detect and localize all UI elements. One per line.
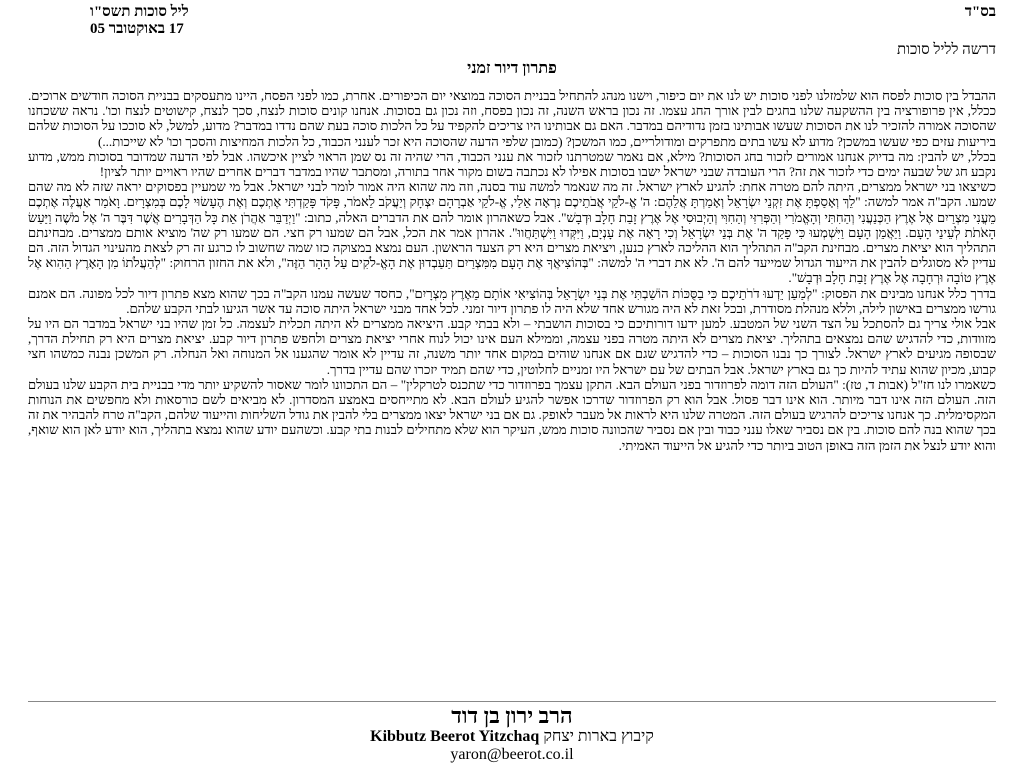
footer bbox=[28, 701, 996, 764]
author-name: הרב ירון בן דוד bbox=[451, 703, 573, 728]
kibbutz-english: Kibbutz Beerot Yitzchaq bbox=[370, 728, 540, 745]
gregorian-date: 17 באוקטובר 05 bbox=[90, 21, 184, 37]
hebrew-date: ליל סוכות תשס"ו bbox=[90, 4, 189, 20]
kibbutz-hebrew: קיבוץ בארות יצחק bbox=[543, 728, 654, 745]
date-block bbox=[90, 4, 189, 38]
paragraph: כשאמרו לנו חז"ל (אבות ד, טז): "העולם הזה דומה לפרוזדור בפני העולם הבא. התקן עצמך בפרוזדור כדי שתכנס לטרקלין" – הם התכוונו לומר שאסור להשקיע יותר מדי בבניית בית הקבע שלנו בעולם הזה. העולם הזה אינו דבר מיותר. הוא אינו דבר פסול. אבל הוא רק הפרוזדור שדרכו אפשר להגיע לעולם הבא. לא מתייחסים באמצע המסדרון. לא מביאים לשם כורסאות ולא מחפשים את הנוחות המקסימלית. כך אנחנו צריכים להרגיש בעולם הזה. המטרה שלנו היא לראות אל מעבר לאופק. גם אם בני ישראל יצאו ממצרים בלי להבין את גודל השליחות והייעוד שלהם, הקב"ה טרח להבהיר את זה בכך שהוא בנה להם סוכות. בין אם נסביר שאלו ענני כבוד ובין אם נסביר שהכוונה סוכות ממש, העיקר הוא שלא מתחילים לבנות בתי קבע. וכשהעם יודע שהוא נמצא בתהליך, הוא יודע לאן הוא שואף, והוא יודע לנצל את הזמן הזה באופן הטוב ביותר כדי להגיע אל הייעוד האמיתי. bbox=[28, 376, 996, 453]
subtitle: דרשה לליל סוכות bbox=[896, 42, 996, 58]
paragraph: כשיצאו בני ישראל ממצרים, היתה להם מטרה אחת: להגיע לארץ ישראל. זה מה שנאמר למשה עוד בסנה, וזה מה שהוא היה אמור לומר לבני ישראל. אבל מי שמעיין בפסוקים יראה שזה לא מה שהם שמעו. הקב"ה אמר למשה: "לֵךְ וְאָסַפְתָּ אֶת זִקְנֵי יִשְׂרָאֵל וְאָמַרְתָּ אֲלֵהֶם: ה' אֱ-לֹקֵי אֲבֹתֵיכֶם נִרְאָה אֵלַי, אֱ-לֹקֵי אַבְרָהָם יִצְחָק וְיַעֲקֹב לֵאמֹר, פָּקֹד פָּקַדְתִּי אֶתְכֶם וְאֶת הֶעָשׂוּי לָכֶם בְּמִצְרָיִם. וָאֹמַר אַעֲלֶה אֶתְכֶם מֵעֳנִי מִצְרַיִם אֶל אֶרֶץ הַכְּנַעֲנִי וְהַחִתִּי וְהָאֱמֹרִי וְהַפְּרִזִּי וְהַחִוִּי וְהַיְבוּסִי אֶל אֶרֶץ זָבַת חָלָב וּדְבָשׁ". אבל כשאהרון אומר להם את הדברים האלה, כתוב: "וַיְדַבֵּר אַהֲרֹן אֵת כָּל הַדְּבָרִים אֲשֶׁר דִּבֶּר ה' אֶל מֹשֶׁה וַיַּעַשׂ הָאֹתֹת לְעֵינֵי הָעָם. וַיַּאֲמֵן הָעָם וַיִּשְׁמְעוּ כִּי פָקַד ה' אֶת בְּנֵי יִשְׂרָאֵל וְכִי רָאָה אֶת עָנְיָם, וַיִּקְּדוּ וַיִּשְׁתַּחֲווּ". אהרון אמר את הכל, אבל הם שמעו רק חצי. הם שמעו רק שה' מוציא אותם ממצרים. מבחינתם התהליך הוא יציאת מצרים. מבחינת הקב"ה התהליך הוא ההליכה לארץ כנען, ויציאת מצרים היא רק הצעד הראשון. העם נמצא במצוקה כזו שמה שחשוב לו כרגע זה רק לצאת מהעינוי הגדול הזה. הם עדיין לא מסוגלים להבין את הייעוד הגדול שמייעד להם ה'. לא את דברי ה' למשה: "בְּהוֹצִיאֲךָ אֶת הָעָם מִמִּצְרַיִם תַּעַבְדוּן אֶת הָאֱ-לֹקִים עַל הָהָר הַזֶּה", ולא את החזון הרחוק: "לְהַעֲלֹתוֹ מִן הָאָרֶץ הַהִוא אֶל אֶרֶץ טוֹבָה וּרְחָבָה אֶל אֶרֶץ זָבַת חָלָב וּדְבָשׁ". bbox=[28, 179, 996, 286]
paragraph: בדרך כלל אנחנו מבינים את הפסוק: "לְמַעַן יֵדְעוּ דֹרֹתֵיכֶם כִּי בַסֻּכּוֹת הוֹשַׁבְתִּי אֶת בְּנֵי יִשְׂרָאֵל בְּהוֹצִיאִי אוֹתָם מֵאֶרֶץ מִצְרָיִם", כחסד שעשה עמנו הקב"ה בכך שהוא מצא פתרון דיור לכל מפונה. הם אמנם גורשו ממצרים באישון לילה, וללא מנהלת מסודרת, ובכל זאת לא היה מגורש אחד שלא היה לו פתרון דיור זמני. לכל אחד מבני ישראל היתה סוכה עד אשר הגיעו לבתי הקבע שלהם. bbox=[28, 285, 996, 316]
bsd-mark: בס"ד bbox=[964, 4, 996, 20]
document-page bbox=[28, 4, 996, 764]
page-title: פתרון דיור זמני bbox=[467, 60, 557, 77]
header-row bbox=[28, 4, 996, 42]
paragraph: בכלל, יש להבין: מה בדיוק אנחנו אמורים לזכור בחג הסוכות? מילא, אם נאמר שמטרתנו לזכור את ענני הכבוד, הרי שהיה זה נס שמן הראוי לציין איכשהו. אבל לפי הדעה שמדובר בסוכות ממש, מדוע נקבע חג של שבעה ימים כדי לזכור את זה? הרי העובדה שבני ישראל ישבו בסוכות אפילו לא נכתבה בשום מקור אחר בתורה, ומסתבר שהיו במדבר דברים אחרים שהיו ראויים יותר לציון! bbox=[28, 148, 996, 180]
email-link[interactable]: yaron@beerot.co.il bbox=[450, 746, 574, 763]
paragraph: ההבדל בין סוכות לפסח הוא שלמזלנו לפני סוכות יש לנו את יום כיפור, וישנו מנהג להתחיל בבניית הסוכה במוצאי יום הכיפורים. אחרת, כמו לפני הפסח, היינו מתעסקים בבניית הסוכה חודשים ארוכים. ככלל, אין פרופורציה בין ההשקעה שלנו בחגים לבין אורך החג עצמו. זה נכון בראש השנה, זה נכון בפסח, וזה נכון גם בסוכות. אנחנו קונים סוכות לנצח, סכך לנצח, קישוטים לנצח וכו'. נראה ששכחנו שהסוכה אמורה להזכיר לנו את הסוכות שעשו אבותינו בזמן נדודיהם במדבר. האם גם אבותינו היו צריכים להקפיד על כל הלכות סוכה בעת שהם נדדו במדבר? מדוע, למשל, לא סוככו על הסוכות שלהם ביריעות עזים כפי שעשו במשכן? מדוע לא עשו בתים מתפרקים ומודולריים, כמו המשכן? (כמובן שלפי הדעה שהסוכה היא זכר לענני הכבוד, כל הלכות המחיצות והסכך וכו' לא שייכות...) bbox=[28, 88, 996, 149]
body-text bbox=[28, 88, 996, 706]
kibbutz-line bbox=[28, 728, 996, 746]
paragraph: אבל אולי צריך גם להסתכל על הצד השני של המטבע. למען ידעו דורותיכם כי בסוכות הושבתי – ולא בבתי קבע. היציאה ממצרים לא היתה תכלית לעצמה. כל זמן שהיו בני ישראל במדבר הם היו על מזוודות, כדי להדגיש שהם נמצאים בתהליך. יציאת מצרים לא היתה מטרה בפני עצמה, וממילא העם אינו יכול לנוח אחרי יציאת מצרים ולחפש פתרון דיור קבע. יציאת מצרים היא רק תחילת הדרך, שבסופה מגיעים לארץ ישראל. לצורך כך נבנו הסוכות – כדי להדגיש שגם אם אנחנו שוהים במקום אחד יותר משנה, זה עדיין לא אומר שהגענו אל המנוחה ואל הנחלה. רק המשכן נבנה כמשהו חצי קבוע, מכיון שהוא עתיד להיות כך גם בארץ ישראל. אבל הבתים של עם ישראל היו זמניים לחלוטין, כדי שהם תמיד יזכרו שהם עדיין בדרך. bbox=[28, 316, 996, 377]
